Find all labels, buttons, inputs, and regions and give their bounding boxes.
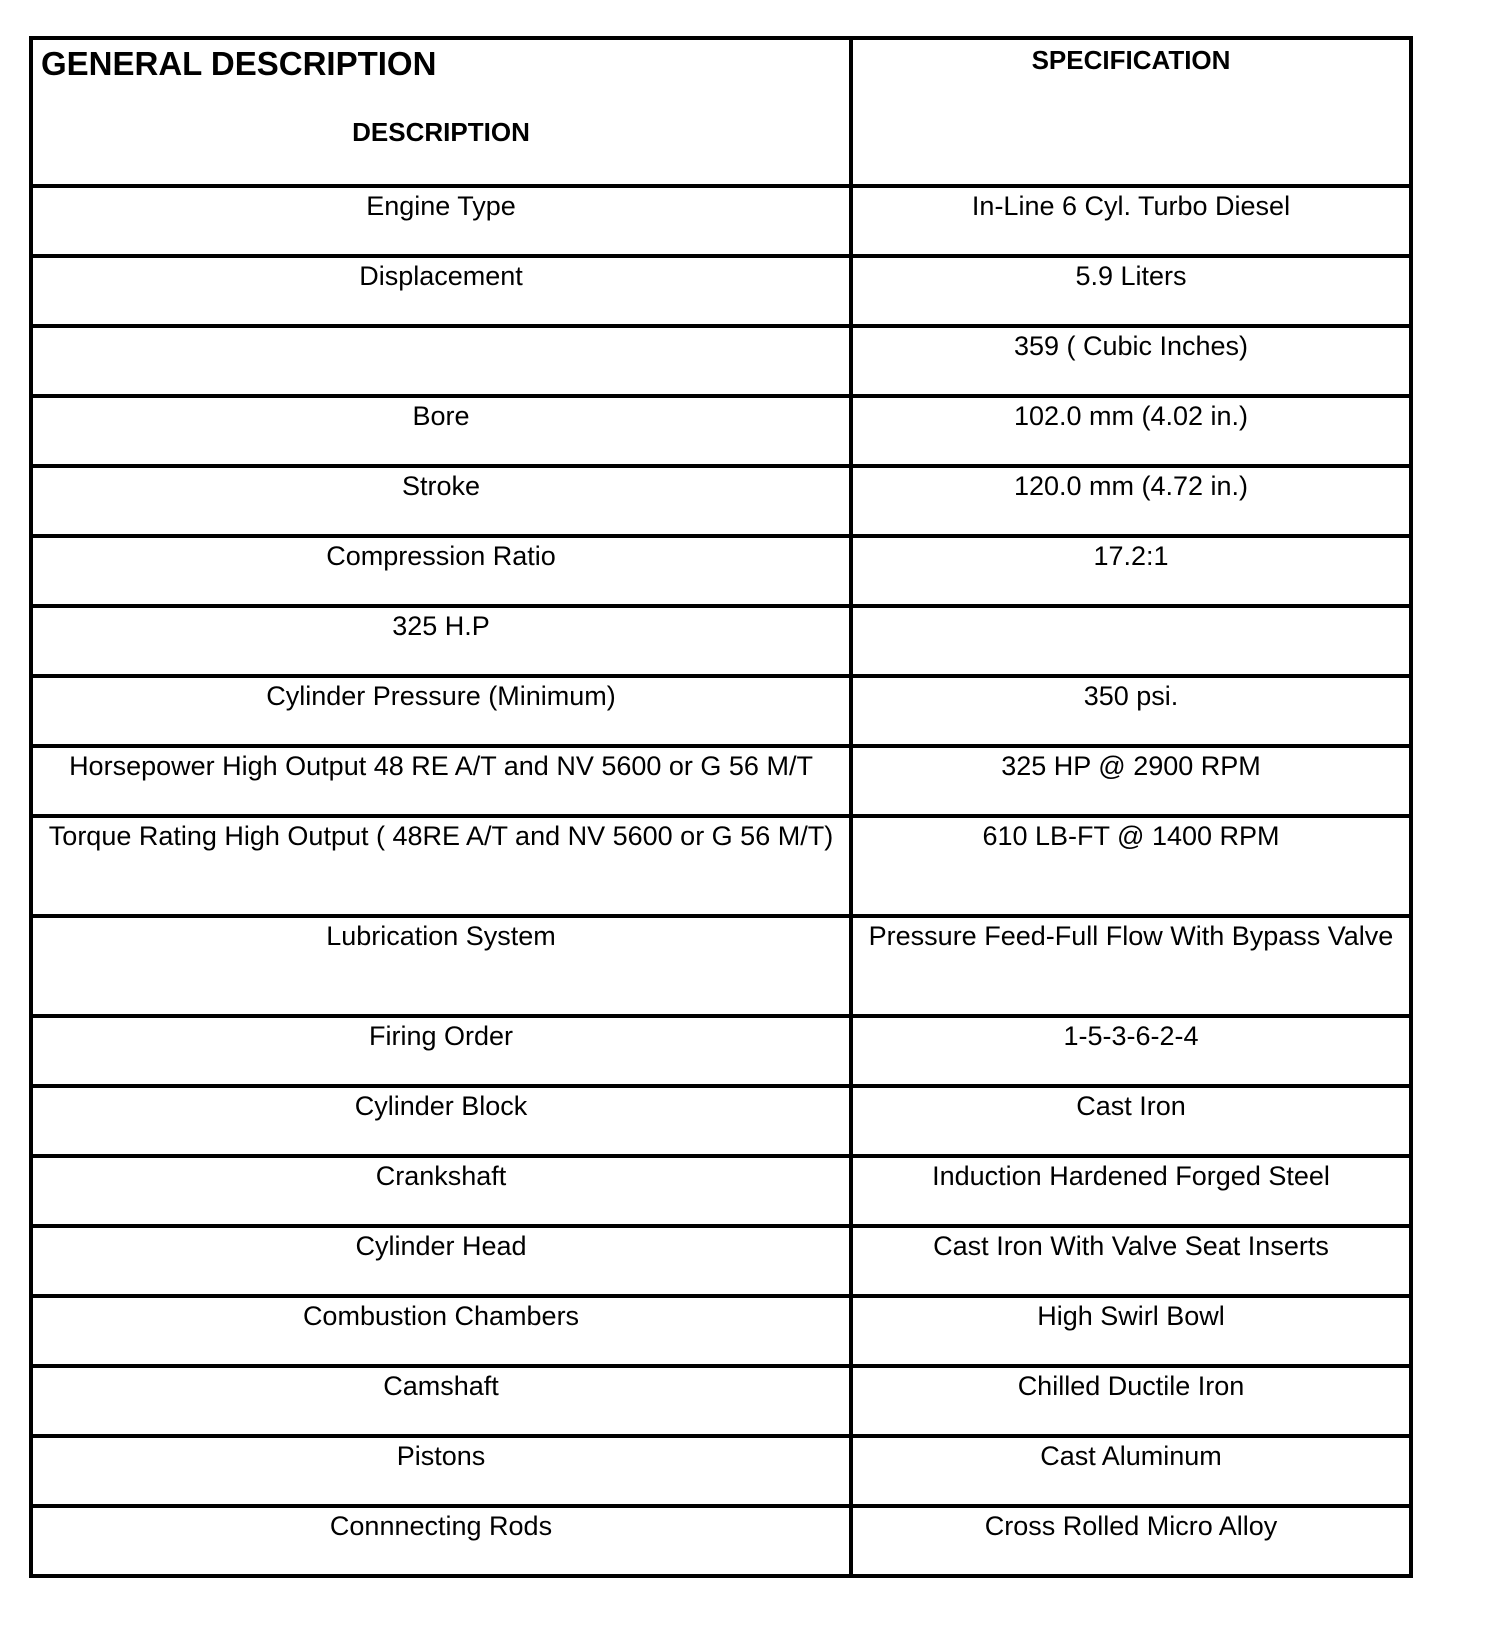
table-row <box>31 186 1411 256</box>
specification-column-header: SPECIFICATION <box>851 38 1411 186</box>
description-text: Camshaft <box>383 1371 499 1401</box>
description-text: Bore <box>412 401 470 431</box>
description-text: Stroke <box>401 471 481 501</box>
table-row <box>31 1366 1411 1436</box>
table-header-row <box>31 38 1411 186</box>
specification-cell <box>851 536 1411 606</box>
description-cell <box>31 326 851 396</box>
specification-text: 325 HP @ 2900 RPM <box>1001 751 1261 781</box>
specification-cell <box>851 396 1411 466</box>
description-cell <box>31 1296 851 1366</box>
table-row <box>31 466 1411 536</box>
description-text: Displacement <box>359 261 523 291</box>
description-text: Cylinder Pressure (Minimum) <box>266 681 616 711</box>
table-row <box>31 1156 1411 1226</box>
description-text: Firing Order <box>368 1021 514 1051</box>
specification-text: In-Line 6 Cyl. Turbo Diesel <box>971 191 1291 221</box>
description-cell <box>31 466 851 536</box>
description-cell <box>31 256 851 326</box>
description-text: Cylinder Block <box>354 1091 528 1121</box>
table-row <box>31 1086 1411 1156</box>
description-text: Pistons <box>396 1441 486 1471</box>
description-text: Connnecting Rods <box>329 1511 553 1541</box>
specification-text <box>853 608 1409 610</box>
specification-cell <box>851 326 1411 396</box>
specification-cell <box>851 1086 1411 1156</box>
description-cell <box>31 536 851 606</box>
specification-text: High Swirl Bowl <box>1037 1301 1225 1331</box>
specification-cell <box>851 916 1411 1016</box>
specification-text: Cross Rolled Micro Alloy <box>984 1511 1278 1541</box>
specification-text: 1-5-3-6-2-4 <box>1063 1021 1199 1051</box>
description-cell <box>31 1506 851 1576</box>
table-row <box>31 606 1411 676</box>
table-row <box>31 396 1411 466</box>
description-text <box>33 328 849 330</box>
description-cell <box>31 816 851 916</box>
description-text: Combustion Chambers <box>302 1301 580 1331</box>
specification-cell <box>851 1156 1411 1226</box>
specification-text: 359 ( Cubic Inches) <box>1013 331 1249 361</box>
description-cell <box>31 396 851 466</box>
specification-cell <box>851 1436 1411 1506</box>
specification-cell <box>851 606 1411 676</box>
general-description-title: GENERAL DESCRIPTION <box>41 45 437 82</box>
specification-text: Induction Hardened Forged Steel <box>932 1161 1330 1191</box>
specification-cell <box>851 746 1411 816</box>
specification-cell <box>851 676 1411 746</box>
specification-cell <box>851 186 1411 256</box>
specification-cell <box>851 816 1411 916</box>
specification-text: Cast Aluminum <box>1040 1441 1222 1471</box>
table-row <box>31 816 1411 916</box>
specification-cell <box>851 1296 1411 1366</box>
description-text: Lubrication System <box>326 921 556 951</box>
description-text: Torque Rating High Output ( 48RE A/T and NV 5600 or G 56 M/T) <box>48 821 834 851</box>
description-text: 325 H.P <box>392 611 490 641</box>
specification-text: 350 psi. <box>1083 681 1179 711</box>
table-row <box>31 256 1411 326</box>
specification-text: Cast Iron <box>1076 1091 1186 1121</box>
specification-cell <box>851 1226 1411 1296</box>
description-cell <box>31 916 851 1016</box>
description-column-header: DESCRIPTION <box>352 117 530 147</box>
description-text: Horsepower High Output 48 RE A/T and NV 5600 or G 56 M/T <box>69 751 813 781</box>
specification-text: Pressure Feed-Full Flow With Bypass Valve <box>868 921 1394 951</box>
description-cell <box>31 746 851 816</box>
description-cell <box>31 606 851 676</box>
table-row <box>31 1506 1411 1576</box>
description-text: Cylinder Head <box>355 1231 527 1261</box>
description-text: Compression Ratio <box>326 541 556 571</box>
table-row <box>31 1226 1411 1296</box>
table-row <box>31 916 1411 1016</box>
engine-specification-table <box>29 36 1413 1578</box>
description-cell <box>31 1016 851 1086</box>
specification-text: Cast Iron With Valve Seat Inserts <box>933 1231 1329 1261</box>
specification-text: 5.9 Liters <box>1075 261 1187 291</box>
description-cell <box>31 676 851 746</box>
table-row <box>31 1296 1411 1366</box>
description-header-cell <box>31 38 851 186</box>
specification-cell <box>851 1016 1411 1086</box>
description-cell <box>31 1086 851 1156</box>
table-row <box>31 746 1411 816</box>
description-cell <box>31 186 851 256</box>
specification-text: 102.0 mm (4.02 in.) <box>1013 401 1249 431</box>
table-row <box>31 1436 1411 1506</box>
description-cell <box>31 1366 851 1436</box>
specification-cell <box>851 466 1411 536</box>
specification-text: 120.0 mm (4.72 in.) <box>1013 471 1249 501</box>
table-row <box>31 326 1411 396</box>
description-text: Crankshaft <box>375 1161 507 1191</box>
specification-cell <box>851 1366 1411 1436</box>
specification-cell <box>851 256 1411 326</box>
specification-cell <box>851 1506 1411 1576</box>
specification-text: 17.2:1 <box>1093 541 1169 571</box>
table-row <box>31 1016 1411 1086</box>
specification-text: Chilled Ductile Iron <box>1017 1371 1245 1401</box>
specification-text: 610 LB-FT @ 1400 RPM <box>982 821 1280 851</box>
table-row <box>31 536 1411 606</box>
description-text: Engine Type <box>366 191 516 221</box>
description-cell <box>31 1226 851 1296</box>
description-cell <box>31 1156 851 1226</box>
table-row <box>31 676 1411 746</box>
description-cell <box>31 1436 851 1506</box>
